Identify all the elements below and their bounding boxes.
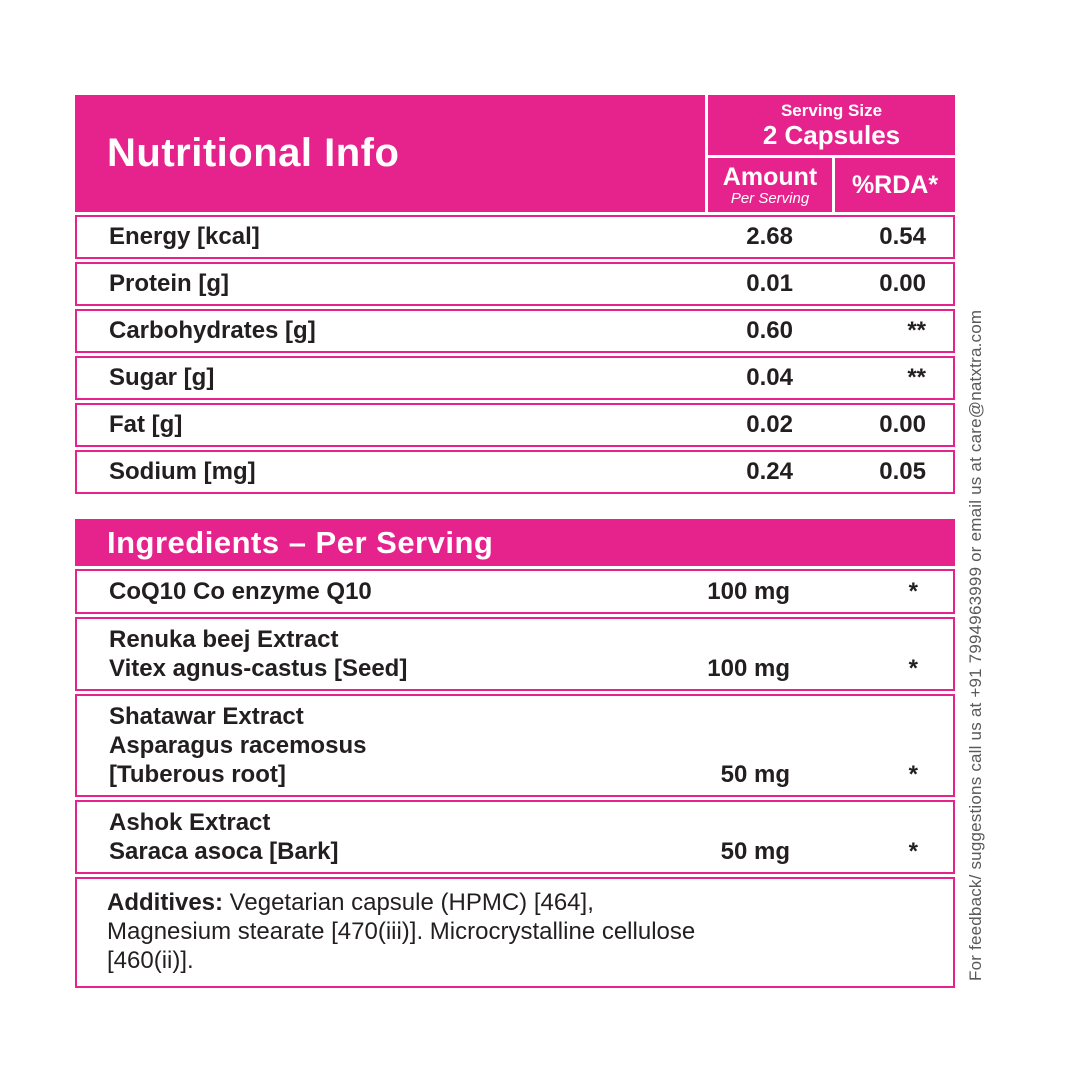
nutrient-rda: ** <box>907 364 926 391</box>
nutrient-amount: 0.60 <box>746 317 793 344</box>
ingredient-name-line: Shatawar Extract <box>109 703 304 730</box>
nutrient-name: Protein [g] <box>109 270 229 297</box>
nutrient-rda: 0.54 <box>879 223 926 250</box>
nutrition-title-cell <box>75 95 705 212</box>
ingredient-amount: 100 mg <box>707 655 790 682</box>
nutrition-row <box>75 450 955 494</box>
nutrition-panel <box>75 95 955 988</box>
nutrient-rda: 0.00 <box>879 411 926 438</box>
nutrition-rows <box>75 215 955 494</box>
nutrient-name: Carbohydrates [g] <box>109 317 316 344</box>
nutrient-name: Fat [g] <box>109 411 183 438</box>
amount-header-cell <box>708 158 835 212</box>
ingredient-name-line: [Tuberous root] <box>109 761 286 788</box>
ingredient-name <box>77 702 640 789</box>
nutrient-amount: 2.68 <box>746 223 793 250</box>
ingredient-note: * <box>908 578 918 605</box>
nutrient-amount: 0.04 <box>746 364 793 391</box>
ingredients-title: Ingredients – Per Serving <box>107 524 494 560</box>
nutrient-name: Energy [kcal] <box>109 223 260 250</box>
ingredient-name-line: Asparagus racemosus <box>109 732 367 759</box>
ingredient-row <box>75 800 955 874</box>
amount-subheader: Per Serving <box>730 189 810 207</box>
additives-row <box>75 877 955 988</box>
nutrient-name: Sodium [mg] <box>109 458 256 485</box>
additives-body: Vegetarian capsule (HPMC) [464], Magnesium stearate [470(iii)]. Microcrystalline cellulose [460(ii)]. <box>107 889 696 974</box>
serving-size-value: 2 Capsules <box>762 120 901 150</box>
nutrition-title: Nutritional Info <box>107 131 400 175</box>
column-headers <box>708 155 955 212</box>
ingredients-rows <box>75 569 955 874</box>
ingredient-row <box>75 569 955 614</box>
ingredients-header <box>75 519 955 566</box>
ingredient-name <box>77 808 640 866</box>
ingredient-name-line: Saraca asoca [Bark] <box>109 838 339 865</box>
nutrient-amount: 0.24 <box>746 458 793 485</box>
nutrition-row <box>75 309 955 353</box>
ingredient-note: * <box>908 761 918 788</box>
nutrition-row <box>75 262 955 306</box>
nutrition-row <box>75 356 955 400</box>
ingredient-name-line: CoQ10 Co enzyme Q10 <box>109 578 372 605</box>
amount-header: Amount <box>722 162 818 191</box>
feedback-note: For feedback/ suggestions call us at +91 7994963999 or email us at care@natxtra.com <box>966 309 985 981</box>
ingredient-note: * <box>908 838 918 865</box>
nutrient-name: Sugar [g] <box>109 364 215 391</box>
nutrient-rda: ** <box>907 317 926 344</box>
ingredient-name <box>77 625 640 683</box>
ingredient-row <box>75 617 955 691</box>
ingredient-amount: 100 mg <box>707 578 790 605</box>
ingredient-amount: 50 mg <box>720 761 790 788</box>
nutrition-row <box>75 215 955 259</box>
ingredient-note: * <box>908 655 918 682</box>
nutrient-amount: 0.01 <box>746 270 793 297</box>
nutrient-rda: 0.00 <box>879 270 926 297</box>
ingredient-row <box>75 694 955 797</box>
serving-size-label: Serving Size <box>780 101 883 120</box>
nutrition-header <box>75 95 955 212</box>
additives-text <box>107 888 707 975</box>
nutrient-rda: 0.05 <box>879 458 926 485</box>
additives-label: Additives: <box>107 889 224 916</box>
rda-header: %RDA* <box>851 170 939 199</box>
serving-section <box>705 95 955 212</box>
ingredient-amount: 50 mg <box>720 838 790 865</box>
ingredient-name-line: Vitex agnus-castus [Seed] <box>109 655 408 682</box>
nutrient-amount: 0.02 <box>746 411 793 438</box>
serving-size-cell <box>708 95 955 155</box>
ingredient-name-line: Renuka beej Extract <box>109 626 339 653</box>
ingredient-name-line: Ashok Extract <box>109 809 271 836</box>
nutrition-row <box>75 403 955 447</box>
ingredient-name <box>77 577 640 606</box>
